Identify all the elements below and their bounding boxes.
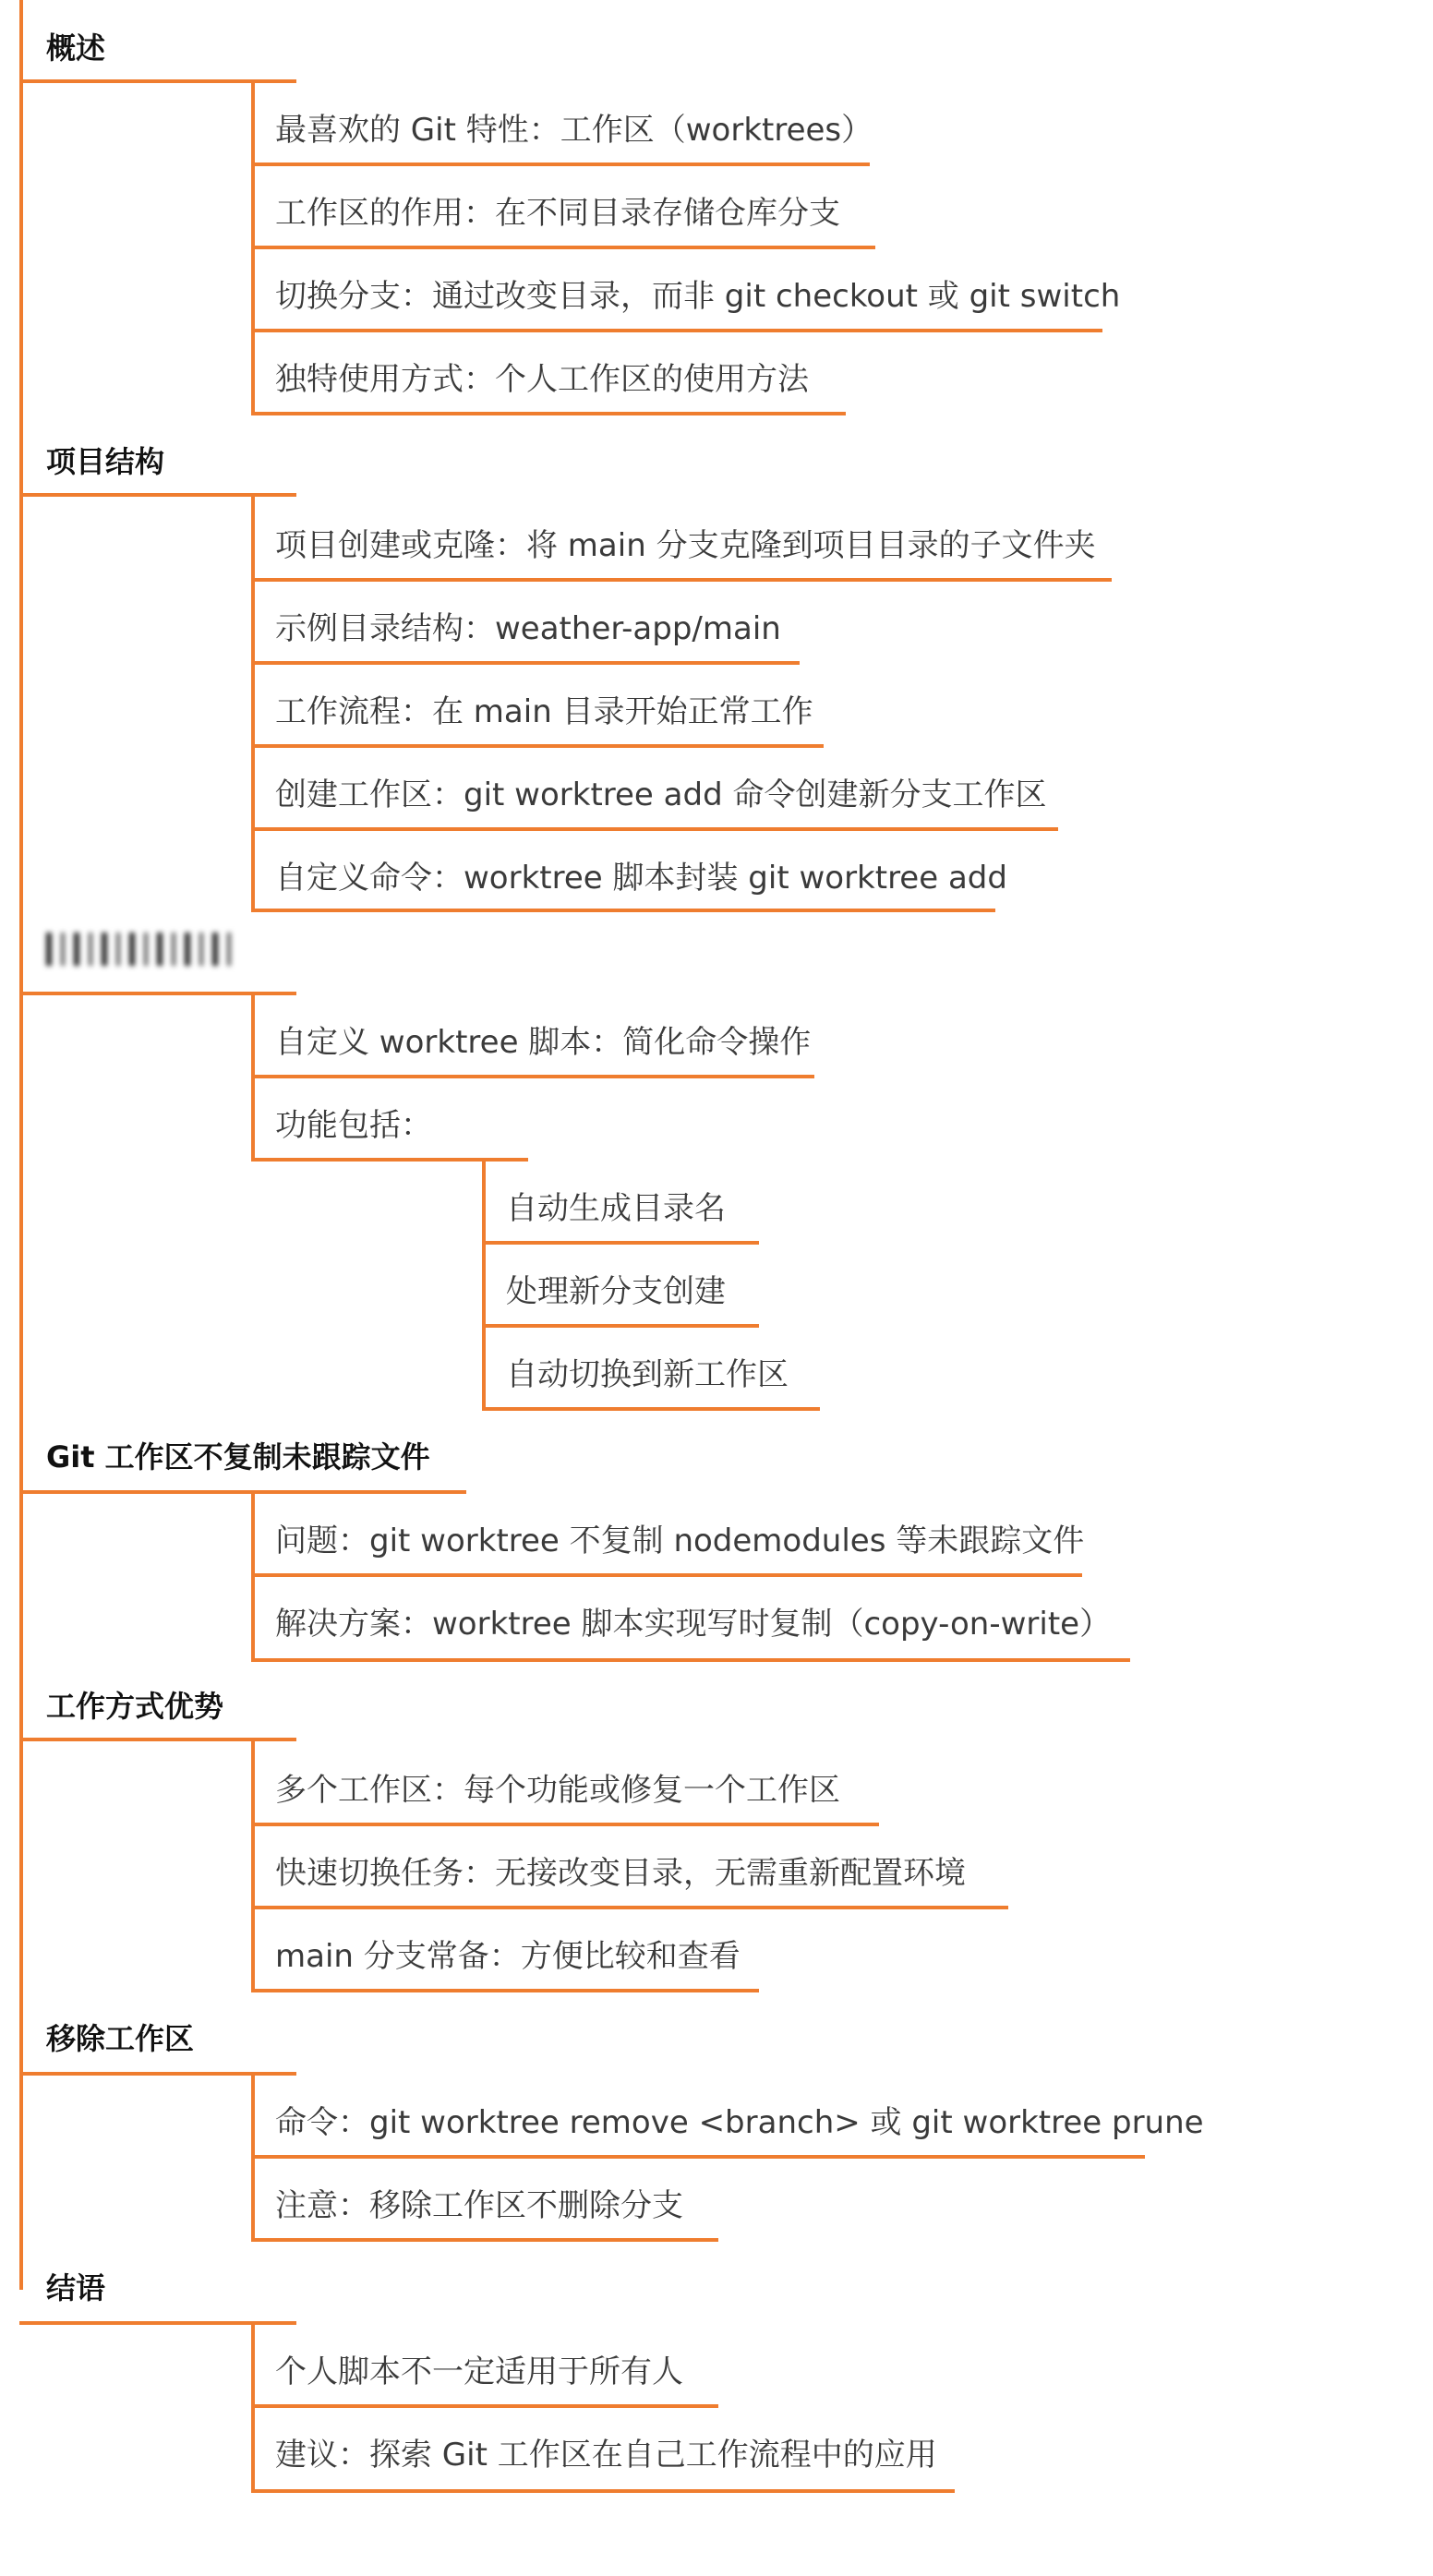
item-underline bbox=[251, 827, 1058, 831]
item-underline bbox=[482, 1324, 759, 1328]
item-underline bbox=[251, 2404, 718, 2408]
item-underline bbox=[251, 909, 995, 912]
list-item: 最喜欢的 Git 特性：工作区（worktrees） bbox=[275, 112, 873, 149]
section-title-obscured bbox=[46, 933, 236, 966]
item-underline bbox=[251, 1989, 759, 1992]
list-item: 自定义命令：worktree 脚本封装 git worktree add bbox=[275, 860, 1007, 897]
section-underline bbox=[19, 493, 296, 497]
item-underline bbox=[251, 1906, 1008, 1909]
section-title: 工作方式优势 bbox=[46, 1689, 224, 1724]
branch-line bbox=[251, 493, 255, 910]
item-underline bbox=[251, 1658, 1130, 1662]
item-underline bbox=[251, 1823, 879, 1826]
list-item: 快速切换任务：无接改变目录，无需重新配置环境 bbox=[275, 1855, 966, 1892]
sub-list-item: 自动切换到新工作区 bbox=[506, 1356, 789, 1393]
list-item: 功能包括： bbox=[275, 1107, 432, 1144]
list-item: 建议：探索 Git 工作区在自己工作流程中的应用 bbox=[275, 2437, 937, 2474]
section-underline bbox=[19, 1490, 466, 1494]
list-item: 项目创建或克隆：将 main 分支克隆到项目目录的子文件夹 bbox=[275, 527, 1096, 564]
item-underline bbox=[251, 329, 1102, 332]
item-underline bbox=[251, 2238, 718, 2242]
section-underline bbox=[19, 79, 296, 83]
list-item: 创建工作区：git worktree add 命令创建新分支工作区 bbox=[275, 776, 1047, 813]
list-item: 独特使用方式：个人工作区的使用方法 bbox=[275, 361, 809, 398]
item-underline bbox=[251, 1573, 1082, 1577]
list-item: 多个工作区：每个功能或修复一个工作区 bbox=[275, 1772, 840, 1809]
item-underline bbox=[251, 2489, 955, 2493]
list-item: 工作区的作用：在不同目录存储仓库分支 bbox=[275, 195, 840, 232]
list-item: 示例目录结构：weather-app/main bbox=[275, 610, 781, 647]
item-underline bbox=[251, 2155, 1145, 2159]
item-underline bbox=[251, 744, 824, 748]
list-item: main 分支常备：方便比较和查看 bbox=[275, 1938, 741, 1975]
section-title: 移除工作区 bbox=[46, 2021, 195, 2056]
section-underline bbox=[19, 992, 296, 995]
list-item: 个人脚本不一定适用于所有人 bbox=[275, 2353, 683, 2390]
list-item: 注意：移除工作区不删除分支 bbox=[275, 2187, 683, 2224]
item-underline bbox=[482, 1407, 820, 1411]
sub-branch-line bbox=[482, 1158, 486, 1409]
item-underline bbox=[251, 412, 846, 415]
item-underline bbox=[251, 1158, 528, 1162]
trunk-line bbox=[19, 0, 23, 2290]
section-title: 概述 bbox=[46, 30, 106, 66]
section-title: Git 工作区不复制未跟踪文件 bbox=[46, 1439, 430, 1475]
section-underline bbox=[19, 1738, 296, 1741]
item-underline bbox=[251, 246, 875, 249]
list-item: 解决方案：worktree 脚本实现写时复制（copy-on-write） bbox=[275, 1606, 1112, 1643]
section-title: 项目结构 bbox=[46, 444, 165, 479]
section-underline bbox=[19, 2072, 296, 2076]
list-item: 命令：git worktree remove <branch> 或 git worktree prune bbox=[275, 2104, 1204, 2141]
sub-list-item: 自动生成目录名 bbox=[506, 1190, 726, 1227]
list-item: 自定义 worktree 脚本：简化命令操作 bbox=[275, 1024, 812, 1061]
list-item: 工作流程：在 main 目录开始正常工作 bbox=[275, 693, 813, 730]
section-underline bbox=[19, 2321, 296, 2325]
section-title: 结语 bbox=[46, 2270, 106, 2305]
item-underline bbox=[251, 1075, 814, 1078]
sub-list-item: 处理新分支创建 bbox=[506, 1273, 726, 1310]
item-underline bbox=[251, 661, 800, 665]
list-item: 切换分支：通过改变目录，而非 git checkout 或 git switch bbox=[275, 278, 1121, 315]
list-item: 问题：git worktree 不复制 nodemodules 等未跟踪文件 bbox=[275, 1523, 1085, 1559]
item-underline bbox=[251, 163, 870, 166]
item-underline bbox=[251, 578, 1112, 582]
item-underline bbox=[482, 1241, 759, 1245]
branch-line bbox=[251, 1738, 255, 1991]
